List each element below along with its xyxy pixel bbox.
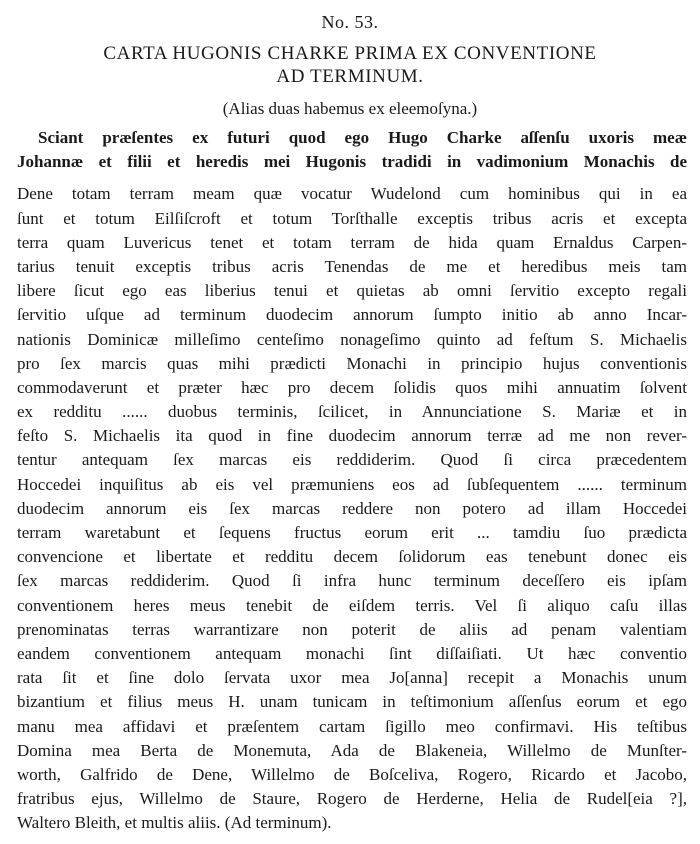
text-line: eandem conventionem antequam monachi ſint diſſaiſiati. Ut hæc conventio [17,643,687,663]
text-line: Hoccedei inquiſitus ab eis vel præmuniens eos ad ſubſequentem ...... terminum [17,474,687,494]
text-line: Johannæ et filii et heredis mei Hugonis tradidi in vadimonium Monachis de [17,152,687,172]
text-line: convencione et libertate et redditu decem ſolidorum eas tenebunt donec eis [17,547,687,567]
text-line: tentur antequam ſex marcas eis reddiderim. Quod ſi circa præcedentem [17,450,687,470]
text-line: libere ſicut ego eas liberius tenui et quietas ab omni ſervitio excepto regali [17,281,687,301]
text-line: fratribus ejus, Willelmo de Staure, Rogero de Herderne, Helia de Rudel[eia ?], [17,789,687,809]
line-gap [17,174,687,182]
text-line: bizantium et filius meus H. unam tunicam in teſtimonium aſſenſus eorum et ego [17,692,687,712]
text-line: Domina mea Berta de Monemuta, Ada de Blakeneia, Willelmo de Munſter- [17,740,687,760]
title-line-2: AD TERMINUM. [276,66,424,87]
text-line: pro ſex marcis quas mihi prædicti Monachi in principio hujus conventionis [17,353,687,373]
text-line: nationis Dominicæ milleſimo centeſimo nonageſimo quinto ad feſtum S. Michaelis [17,329,687,349]
text-line: ſex marcas reddiderim. Quod ſi infra hunc terminum deceſſero eis ipſam [17,571,687,591]
text-line: ſunt et totum Eilſiſcroft et totum Torſthalle exceptis tribus acris et excepta [17,208,687,228]
text-line: Waltero Bleith, et multis aliis. (Ad terminum). [17,813,332,833]
text-line: worth, Galfrido de Dene, Willelmo de Boſceliva, Rogero, Ricardo et Jacobo, [17,764,687,784]
document-note: (Alias duas habemus ex eleemoſyna.) [222,99,478,118]
text-line: Sciant præſentes ex futuri quod ego Hugo Charke aſſenſu uxoris meæ [38,128,687,147]
document-number: No. 53. [321,12,379,32]
text-line: terra quam Luvericus tenet et totam terram de hida quam Ernaldus Carpen- [17,232,687,252]
text-line: rata ſit et ſine dolo ſervata uxor mea Jo[anna] recepit a Monachis unum [17,668,687,688]
text-line: manu mea affidavi et præſentem cartam ſigillo meo confirmavi. His teſtibus [17,716,687,736]
text-line: tarius tenuit exceptis tribus acris Tenendas de me et heredibus meis tam [17,256,687,276]
text-line: Dene totam terram meam quæ vocatur Wudelond cum hominibus qui in ea [17,184,687,204]
text-line: feſto S. Michaelis ita quod in fine duodecim annorum terræ ad me non rever- [17,426,687,446]
text-line: terram waretabunt et ſequens fructus eorum erit ... tamdiu ſuo prædicta [17,523,687,542]
text-line: ex redditu ...... duobus terminis, ſcilicet, in Annunciatione S. Mariæ et in [17,402,687,422]
text-line: ſervitio uſque ad terminum duodecim annorum ſumpto initio ab anno Incar- [17,305,687,325]
text-line: duodecim annorum eis ſex marcas reddere non potero ad illam Hoccedei [17,498,687,518]
text-line: conventionem heres meus tenebit de eiſdem terris. Vel ſi aliquo caſu illas [17,595,687,615]
document-title [20,42,680,88]
text-line: commodaverunt et præter hæc pro decem ſolidis quos mihi annuatim ſolvent [17,377,687,397]
title-line-1: CARTA HUGONIS CHARKE PRIMA EX CONVENTIONE [103,43,597,64]
text-line: prenominatas terras warrantizare non poterit de aliis ad penam valentiam [17,619,687,639]
charter-text [17,126,687,835]
